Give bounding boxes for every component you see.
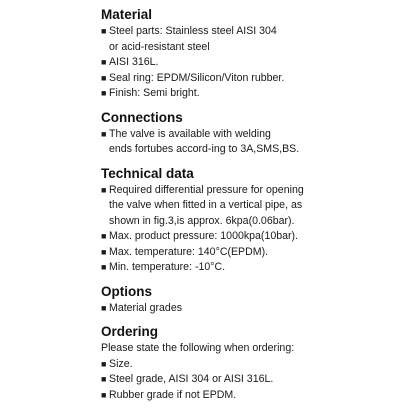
list-item xyxy=(101,71,406,87)
list-item xyxy=(101,55,406,71)
bullet-icon: ■ xyxy=(101,374,107,384)
bullet-icon: ■ xyxy=(101,72,107,83)
list-item-text: ends fortubes accord-ing to 3A,SMS,BS. xyxy=(109,143,300,155)
list-item-text: Finish: Semi bright. xyxy=(109,87,200,99)
connections-section xyxy=(101,109,406,158)
list-item-text: shown in fig.3,is approx. 6kpa(0.06bar). xyxy=(109,214,295,227)
list-item-text: Seal ring: EPDM/Silicon/Viton rubber. xyxy=(109,71,285,84)
list-item xyxy=(101,86,406,102)
material-list xyxy=(101,24,406,102)
list-item-text: Max. temperature: 140°C(EPDM). xyxy=(109,245,269,258)
bullet-icon: ■ xyxy=(101,231,107,241)
bullet-icon: ■ xyxy=(101,57,107,67)
list-item xyxy=(101,357,406,373)
ordering-heading: Ordering xyxy=(101,324,159,339)
list-item xyxy=(101,372,406,388)
options-list xyxy=(101,301,406,317)
list-item xyxy=(101,24,406,55)
list-item-text: Steel grade, AISI 304 or AISI 316L. xyxy=(109,373,274,385)
list-item-text: Rubber grade if not EPDM. xyxy=(109,388,237,401)
bullet-icon: ■ xyxy=(101,389,107,400)
list-item xyxy=(101,183,406,230)
bullet-icon: ■ xyxy=(101,88,107,98)
list-item xyxy=(101,245,406,261)
list-item-text: Steel parts: Stainless steel AISI 304 xyxy=(109,25,277,37)
ordering-section xyxy=(101,323,406,403)
list-item-text: Required differential pressure for opening xyxy=(109,183,304,196)
ordering-list xyxy=(101,357,406,404)
list-item xyxy=(101,301,406,317)
list-item-text: Size. xyxy=(109,357,133,370)
list-item-text: The valve is available with welding xyxy=(109,127,271,140)
list-item-text: Max. product pressure: 1000kpa(10bar). xyxy=(109,230,299,242)
options-section xyxy=(101,283,406,317)
ordering-intro: Please state the following when ordering: xyxy=(101,342,295,354)
bullet-icon: ■ xyxy=(101,184,107,195)
technical-data-list xyxy=(101,183,406,276)
connections-list xyxy=(101,127,406,158)
bullet-icon: ■ xyxy=(101,262,107,272)
technical-data-section xyxy=(101,165,406,276)
material-section xyxy=(101,6,406,102)
list-item-text: Min. temperature: -10°C. xyxy=(109,261,226,273)
list-item xyxy=(101,127,406,158)
spec-document xyxy=(101,6,406,403)
technical-data-heading: Technical data xyxy=(101,165,194,181)
bullet-icon: ■ xyxy=(101,26,107,36)
list-item xyxy=(101,229,406,245)
list-item-text: Material grades xyxy=(109,301,183,314)
bullet-icon: ■ xyxy=(101,358,107,369)
bullet-icon: ■ xyxy=(101,128,107,139)
list-item-text: the valve when fitted in a vertical pipe, as xyxy=(109,199,303,211)
connections-heading: Connections xyxy=(101,109,183,125)
list-item xyxy=(101,260,406,276)
bullet-icon: ■ xyxy=(101,246,107,257)
list-item-text: AISI 316L. xyxy=(109,56,159,68)
material-heading: Material xyxy=(101,7,153,22)
options-heading: Options xyxy=(101,283,152,299)
bullet-icon: ■ xyxy=(101,302,107,313)
list-item xyxy=(101,388,406,404)
list-item-text: or acid-resistant steel xyxy=(109,40,210,53)
